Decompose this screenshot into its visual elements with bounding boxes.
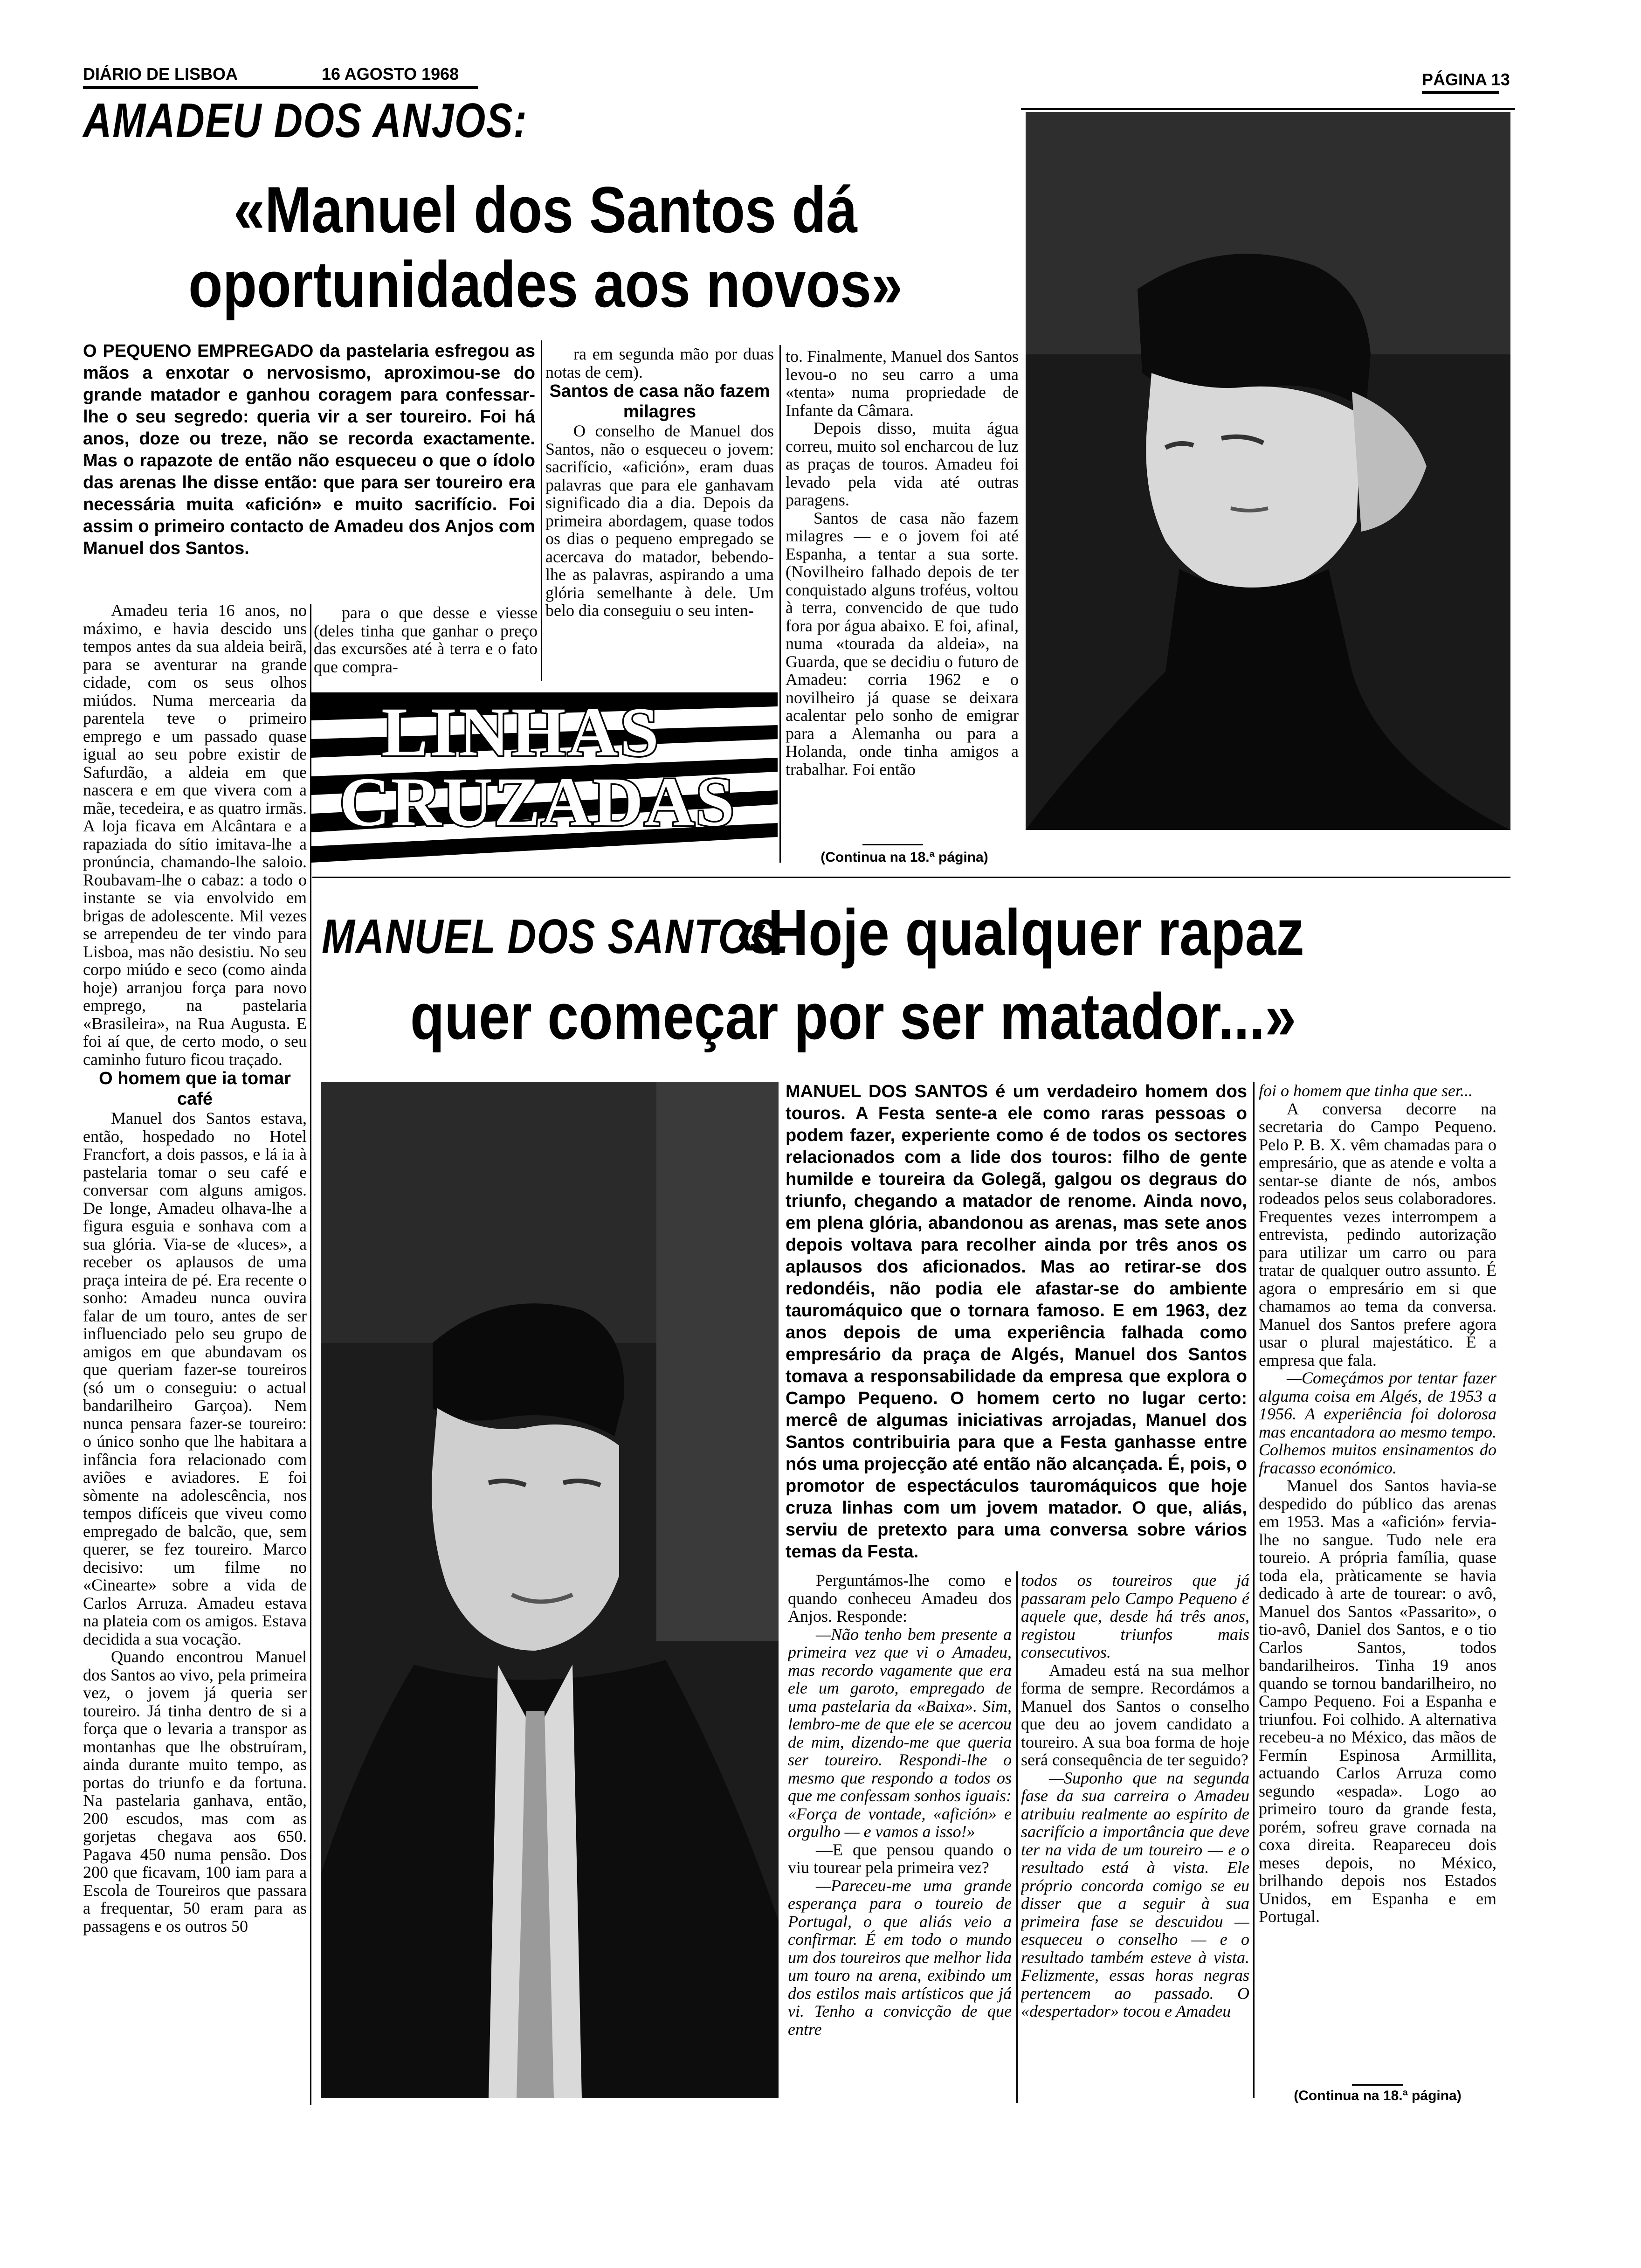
article2-paragraph: —Suponho que na segunda fase da sua carreira o Amadeu atribuiu realmente ao espírito de sacrifício a importância que deve ter na vida de um toureiro — e o resultado está à vista. Ele próprio concorda comigo se eu disser que a seguir à sua primeira fase se descuidou — esqueceu o conselho — e o resultado também esteve à vista. Felizmente, essas horas negras pertencem ao passado. O «despertador» tocou e Amadeu [1021,1768,1249,2020]
column-rule [1016,1571,1018,2103]
article1-paragraph: Quando encontrou Manuel dos Santos ao vivo, pela primeira vez, o jovem já queria ser toureiro. Já tinha dentro de si a força que o levaria a transpor as montanhas que lhe obstruíram, ainda durante muito tempo, as portas do triunfo e da fortuna. Na pastelaria ganhava, então, 200 escudos, mas com as gorjetas chegava aos 650. Pagava 450 numa pensão. Dos 200 que ficavam, 100 iam para a Escola de Toureiros que passara a frequentar, 50 eram para as passagens e os outros 50 [83,1647,307,1936]
logo-line-1: LINHAS [381,693,661,771]
article2-paragraph: —E que pensou quando o viu tourear pela primeira vez? [788,1840,1012,1877]
linhas-cruzadas-logo [311,688,778,865]
article1-paragraph: para o que desse e viesse (deles tinha que ganhar o preço das excursões até à terra e o fato que compra- [314,604,538,676]
column-rule [1253,1082,1255,2098]
column-rule [541,340,542,681]
article1-paragraph: O conselho de Manuel dos Santos, não o esqueceu o jovem: sacrifício, «afición», eram duas palavras que para ele ganhavam significado dia a dia. Depois da primeira abordagem, quase todos os dias o pequeno empregado se acercava do matador, bebendo-lhe as palavras, aspirando a uma glória semelhante à dele. Um belo dia conseguiu o seu inten- [545,422,774,620]
portrait-illustration [1026,112,1510,830]
article1-column-1 [83,602,307,2103]
article2-paragraph: Manuel dos Santos havia-se despedido do público das arenas em 1953. Mas a «afición» fervia-lhe no sangue. Tudo nele era toureio. A própria família, quase toda ela, pràticamente se havia dedicado à arte de tourear: o avô, Manuel dos Santos «Passarito», o tio-avô, Daniel dos Santos, e o tio Carlos Santos, todos bandarilheiros. Tinha 19 anos quando se tornou bandarilheiro, no Campo Pequeno. Foi a Espanha e triunfou. Foi colhido. A alternativa recebeu-a no México, das mãos de Fermín Espinosa Armillita, actuando Carlos Arruza como segundo «espada». Logo ao primeiro touro da grande festa, porém, sofreu grave cornada na coxa direita. Reapareceu dois meses depois, no México, brilhando depois nos Estados Unidos, em Espanha e em Portugal. [1259,1476,1496,1926]
article2-paragraph: todos os toureiros que já passaram pelo Campo Pequeno é aquele que, desde há três anos, registou triunfos mais consecutivos. [1021,1571,1249,1661]
article1-column-4 [786,347,1019,842]
article2-lead: MANUEL DOS SANTOS é um verdadeiro homem dos touros. A Festa sente-a ele como raras pessoas o podem fazer, experiente como é de todos os sectores relacionados com a lide dos touros: filho de gente humilde e toureira da Golegã, galgou os degraus do triunfo, chegando a matador de renome. Ainda novo, em plena glória, abandonou as arenas, mas sete anos depois voltava para recolher ainda por três anos os aplausos dos aficionados. Mas ao retirar-se dos redondéis, não podia ele afastar-se do ambiente tauromáquico que o tornara famoso. E em 1963, dez anos depois de uma experiência falhada como empresário da praça de Algés, Manuel dos Santos tomava a responsabilidade da empresa que explora o Campo Pequeno. O homem certo no lugar certo: mercê de algumas iniciativas arrojadas, Manuel dos Santos contribuiria para que a Festa ganhasse entre nós uma projecção até então não alcançada. É, pois, o promotor de espectáculos tauromáquicos que hoje cruza linhas com um jovem matador. O que, aliás, serviu de pretexto para uma conversa sobre vários temas da Festa. [786,1082,1247,1561]
article2-paragraph: —Começámos por tentar fazer alguma coisa em Algés, de 1953 a 1956. A experiência foi dolorosa mas encantadora ao mesmo tempo. Colhemos muitos ensinamentos do fracasso económico. [1259,1369,1496,1477]
continued-rule [1352,2084,1403,2086]
article1-headline-line2: oportunidades aos novos» [188,248,903,321]
header-rule-right [1422,91,1499,94]
continued-rule [862,844,923,845]
article2-paragraph: Perguntámos-lhe como e quando conheceu Amadeu dos Anjos. Responde: [788,1571,1012,1625]
article2-paragraph: —Não tenho bem presente a primeira vez que vi o Amadeu, mas recordo vagamente que era ele um garoto, empregado de uma pastelaria da «Baixa». Sim, lembro-me de que ele se acercou de mim, dizendo-me que queria ser toureiro. Respondi-lhe o mesmo que respondo a todos os que me confessam sonhos iguais: «Força de vontade, «afición» e orgulho — e vamos a isso!» [788,1625,1012,1841]
manuel-dos-santos-photo [321,1082,779,2098]
article1-headline-line1: «Manuel dos Santos dá [233,173,858,246]
logo-line-2: CRUZADAS [339,763,736,841]
article2-column-b [1021,1571,1249,2103]
photo-frame-top [1021,108,1515,110]
article1-column-3 [545,345,774,681]
article1-paragraph: to. Finalmente, Manuel dos Santos levou-o no seu carro a uma «tenta» numa propriedade de Infante da Câmara. [786,347,1019,420]
article1-kicker: AMADEU DOS ANJOS: [83,94,528,148]
header-rule [83,86,478,89]
article2-column-c [1259,1082,1496,2084]
article1-continued: (Continua na 18.ª página) [820,850,988,865]
article2-paragraph: A conversa decorre na secretaria do Campo Pequeno. Pelo P. B. X. vêm chamadas para o empresário, que as atende e volta a sentar-se diante de nós, ambos rodeados pelos seus colaboradores. Frequentes vezes interrompem a entrevista, pedindo autorização para utilizar um carro ou para tratar de qualquer outro assunto. É agora o empresário em si que chamamos ao tema da conversa. Manuel dos Santos prefere agora usar o plural majestático. É a empresa que fala. [1259,1099,1496,1369]
article2-kicker: MANUEL DOS SANTOS: [322,910,792,964]
publication-name: DIÁRIO DE LISBOA [83,64,238,83]
amadeu-dos-anjos-photo [1026,112,1510,830]
article2-headline-line2: quer começar por ser matador...» [410,980,1296,1053]
article1-paragraph: Depois disso, muita água correu, muito sol encharcou de luz as praças de touros. Amadeu foi levado pela vida até outras paragens. [786,419,1019,509]
article1-lead: O PEQUENO EMPREGADO da pastelaria esfregou as mãos a enxotar o nervosismo, aproximou-se do grande matador e ganhou coragem para confessar-lhe o seu segredo: queria vir a ser toureiro. Foi há anos, doze ou treze, não se recorda exactamente. Mas o rapazote de então não esqueceu o que o ídolo das arenas lhe disse então: que para ser toureiro era necessária muita «afición» e muito sacrifício. Foi assim o primeiro contacto de Amadeu dos Anjos com Manuel dos Santos. [83,341,535,558]
article1-paragraph: ra em segunda mão por duas notas de cem). [545,345,774,381]
page-number: PÁGINA 13 [1422,70,1510,89]
subheading: O homem que ia tomar café [99,1069,291,1109]
article1-column-2 [314,604,538,678]
subheading: Santos de casa não fazem milagres [549,381,770,422]
article2-paragraph: Amadeu está na sua melhor forma de sempre. Recordámos a Manuel dos Santos o conselho que deu ao jovem candidato a toureiro. A sua boa forma de hoje será consequência de ter seguido? [1021,1660,1249,1769]
article2-column-a [788,1571,1012,2103]
section-divider [312,877,1510,878]
article2-headline-part1: «Hoje qualquer rapaz [737,896,1304,969]
article2-paragraph: —Pareceu-me uma grande esperança para o toureio de Portugal, o que aliás veio a confirmar. É em todo o mundo um dos toureiros que melhor lida um touro na arena, exibindo um dos estilos mais artísticos que já vi. Tenho a convicção de que entre [788,1876,1012,2039]
article1-paragraph: Manuel dos Santos estava, então, hospedado no Hotel Francfort, a dois passos, e lá ia à pastelaria tomar o seu café e conversar com alguns amigos. De longe, Amadeu olhava-lhe a figura esguia e sonhava com a sua glória. Via-se de «luces», a receber os aplausos de uma praça inteira de pé. Era recente o sonho: Amadeu nunca ouvira falar de um touro, antes de ser influenciado pelo seu grupo de amigos em que abundavam os que queriam fazer-se toureiros (só um o conseguiu: o actual bandarilheiro Garçoa). Nem nunca pensara fazer-se toureiro: o único sonho que lhe habitara a infância fora relacionado com aviões e aviadores. E foi sòmente na adolescência, nos tempos difíceis que viveu como empregado de balcão, que, sem querer, se fez toureiro. Marco decisivo: um filme no «Cinearte» sobre a vida de Carlos Arruza. Amadeu estava na plateia com os amigos. Estava decidida a sua vocação. [83,1109,307,1648]
column-rule [779,345,781,863]
article1-paragraph: Santos de casa não fazem milagres — e o jovem foi até Espanha, a tentar a sua sorte. (Novilheiro falhado depois de ter conquistado alguns troféus, voltou à terra, convencido de que tudo fora por água abaixo. E foi, afinal, numa «tourada da aldeia», na Guarda, que se decidiu o futuro de Amadeu: corria 1962 e o novilheiro já quase se deixara acalentar pelo sonho de emigrar para a Alemanha ou para a Holanda, onde tinha amigos a trabalhar. Foi então [786,508,1019,779]
article2-continued: (Continua na 18.ª página) [1294,2088,1462,2103]
article1-paragraph: Amadeu teria 16 anos, no máximo, e havia descido uns tempos antes da sua aldeia beirã, para se aventurar na grande cidade, com os seus olhos miúdos. Numa mercearia da parentela teve o primeiro emprego e um passado quase igual ao seu pobre existir de Safurdão, a aldeia em que nascera e em que vivera com a mãe, tecedeira, e as quatro irmãs. A loja ficava em Alcântara e a rapaziada do sítio imitava-lhe a pronúncia, chamando-lhe saloio. Roubavam-lhe o cabaz: a todo o instante se via envolvido em brigas de adolescente. Mil vezes se arrependeu de ter vindo para Lisboa, mas não desistiu. No seu corpo miúdo e seco (como ainda hoje) arranjou força para novo emprego, na pastelaria «Brasileira», na Rua Augusta. E foi aí que, de certo modo, o seu caminho futuro ficou traçado. [83,602,307,1069]
portrait-illustration [321,1082,779,2098]
issue-date: 16 AGOSTO 1968 [322,64,459,83]
article2-paragraph: foi o homem que tinha que ser... [1259,1082,1473,1100]
